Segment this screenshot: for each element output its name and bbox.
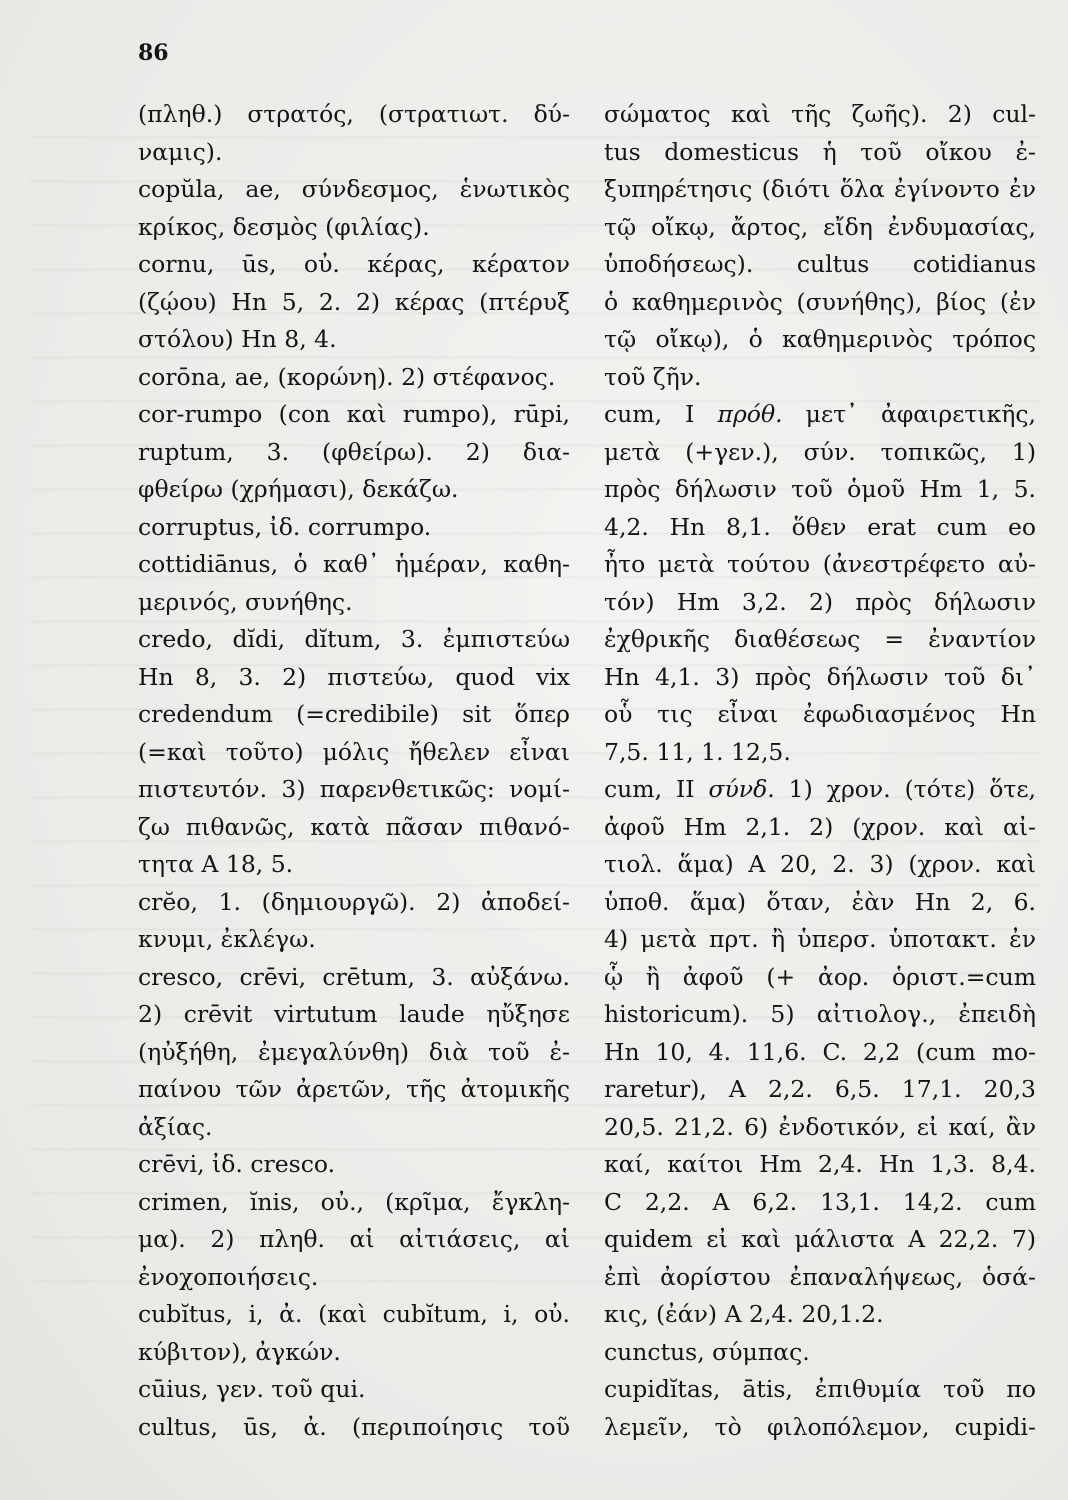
text-line: Hn 10, 4. 11,6. C. 2,2 (cum mo- (604, 1037, 1036, 1066)
text-line: ἀφοῦ Hm 2,1. 2) (χρον. καὶ αἰ- (604, 812, 1036, 841)
text-line: ναμις). (138, 137, 223, 166)
text-line: 4) μετὰ πρτ. ἢ ὑπερσ. ὑποτακτ. ἐν (604, 925, 1036, 953)
right-column (604, 96, 1036, 1446)
text-line: τῷ οἴκῳ), ὁ καθημερινὸς τρόπος (604, 325, 1036, 353)
text-line: ὁ καθημερινὸς (συνήθης), βίος (ἐν (604, 287, 1036, 316)
text-line: ἐπὶ ἀορίστου ἐπαναλήψεως, ὁσά- (604, 1262, 1036, 1291)
text-line: cubĭtus, i, ἀ. (καὶ cubĭtum, i, οὐ. (138, 1300, 570, 1328)
text-line: ζω πιθανῶς, κατὰ πᾶσαν πιθανό- (138, 812, 570, 841)
text-line: ξυπηρέτησις (διότι ὅλα ἐγίνοντο ἐν (604, 175, 1036, 203)
text-line: cum, II σύνδ. 1) χρον. (τότε) ὅτε, (604, 775, 1036, 803)
text-line: cūius, γεν. τοῦ qui. (138, 1375, 366, 1403)
text-line: οὗ τις εἶναι ἐφωδιασμένος Hn (604, 700, 1036, 728)
text-line: κύβιτον), ἀγκών. (138, 1337, 341, 1366)
text-line: ἦτο μετὰ τούτου (ἀνεστρέφετο αὐ- (604, 550, 1036, 578)
left-column (138, 96, 570, 1446)
text-line: ἀξίας. (138, 1112, 213, 1141)
text-line: cornu, ūs, οὐ. κέρας, κέρατον (138, 250, 570, 278)
text-line: raretur), A 2,2. 6,5. 17,1. 20,3 (604, 1075, 1036, 1103)
text-line: ὑποθ. ἅμα) ὅταν, ἐὰν Hn 2, 6. (604, 887, 1036, 916)
text-line: τοῦ ζῆν. (604, 362, 702, 391)
text-line: cottidiānus, ὁ καθ᾽ ἡμέραν, καθη- (138, 550, 570, 578)
text-line: quidem εἰ καὶ μάλιστα A 22,2. 7) (604, 1225, 1036, 1253)
text-line: φθείρω (χρήμασι), δεκάζω. (138, 475, 459, 503)
text-line: cresco, crēvi, crētum, 3. αὐξάνω. (138, 962, 570, 991)
text-line: 4,2. Hn 8,1. ὅθεν erat cum eo (604, 512, 1036, 541)
text-line: ἐνοχοποιήσεις. (138, 1262, 319, 1291)
text-line: corōna, ae, (κορώνη). 2) στέφανος. (138, 362, 556, 391)
text-line: copŭla, ae, σύνδεσμος, ἑνωτικὸς (138, 175, 570, 203)
text-line: λεμεῖν, τὸ φιλοπόλεμον, cupidi- (604, 1412, 1036, 1441)
text-line: ruptum, 3. (φθείρω). 2) δια- (138, 437, 570, 466)
text-line: Hn 4,1. 3) πρὸς δήλωσιν τοῦ δι᾽ (604, 662, 1036, 691)
text-line: (πληθ.) στρατός, (στρατιωτ. δύ- (138, 100, 570, 128)
text-line: C 2,2. A 6,2. 13,1. 14,2. cum (604, 1187, 1036, 1216)
text-line: τῷ οἴκῳ, ἄρτος, εἴδη ἐνδυμασίας, (604, 212, 1036, 241)
text-line: ᾧ ἢ ἀφοῦ (+ ἀορ. ὁριστ.=cum (604, 962, 1036, 991)
text-line: 2) crēvit virtutum laude ηὔξησε (138, 1000, 570, 1028)
text-line: κρίκος, δεσμὸς (φιλίας). (138, 212, 430, 241)
text-line: κνυμι, ἐκλέγω. (138, 925, 316, 953)
text-line: ἐχθρικῆς διαθέσεως = ἐναντίον (604, 625, 1036, 653)
text-line: τητα A 18, 5. (138, 850, 294, 878)
text-line: σώματος καὶ τῆς ζωῆς). 2) cul- (604, 100, 1036, 128)
text-line: crimen, ĭnis, οὐ., (κρῖμα, ἔγκλη- (138, 1187, 570, 1216)
text-line: πρὸς δήλωσιν τοῦ ὁμοῦ Hm 1, 5. (604, 475, 1036, 503)
text-line: cor-rumpo (con καὶ rumpo), rūpi, (138, 400, 570, 428)
text-line: καί, καίτοι Hm 2,4. Hn 1,3. 8,4. (604, 1150, 1036, 1178)
text-line: κις, (ἐάν) A 2,4. 20,1.2. (604, 1300, 884, 1328)
text-line: (=καὶ τοῦτο) μόλις ἤθελεν εἶναι (138, 737, 570, 766)
text-line: cunctus, σύμπας. (604, 1337, 810, 1366)
text-line: τόν) Hm 3,2. 2) πρὸς δήλωσιν (604, 587, 1036, 616)
text-line: crĕo, 1. (δημιουργῶ). 2) ἀποδεί- (138, 887, 570, 916)
text-line: crēvi, ἰδ. cresco. (138, 1150, 336, 1178)
text-line: μα). 2) πληθ. αἱ αἰτιάσεις, αἱ (138, 1225, 570, 1253)
text-line: πιστευτόν. 3) παρενθετικῶς: νομί- (138, 775, 570, 803)
text-line: credendum (=credibile) sit ὅπερ (138, 700, 570, 728)
text-line: ὑποδήσεως). cultus cotidianus (604, 250, 1036, 278)
text-line: cum, I πρόθ. μετ᾽ ἀφαιρετικῆς, (604, 400, 1036, 428)
text-line: tus domesticus ἡ τοῦ οἴκου ἐ- (604, 137, 1036, 166)
text-line: (ηὐξήθη, ἐμεγαλύνθη) διὰ τοῦ ἐ- (138, 1037, 570, 1066)
text-line: μετὰ (+γεν.), σύν. τοπικῶς, 1) (604, 437, 1036, 466)
italic-abbreviation: σύνδ. (708, 775, 775, 803)
text-line: 7,5. 11, 1. 12,5. (604, 737, 791, 766)
text-line: 20,5. 21,2. 6) ἐνδοτικόν, εἰ καί, ἂν (604, 1112, 1036, 1141)
text-line: μερινός, συνήθης. (138, 587, 353, 616)
text-line: τιολ. ἅμα) A 20, 2. 3) (χρον. καὶ (604, 850, 1036, 878)
text-line: corruptus, ἰδ. corrumpo. (138, 512, 432, 541)
text-line: παίνου τῶν ἀρετῶν, τῆς ἀτομικῆς (138, 1075, 570, 1103)
text-line: Hn 8, 3. 2) πιστεύω, quod vix (138, 662, 570, 691)
text-line: στόλου) Hn 8, 4. (138, 325, 337, 353)
text-line: credo, dĭdi, dĭtum, 3. ἐμπιστεύω (138, 625, 570, 653)
italic-abbreviation: πρόθ. (717, 400, 783, 428)
text-line: historicum). 5) αἰτιολογ., ἐπειδὴ (604, 1000, 1036, 1028)
text-line: (ζῴου) Hn 5, 2. 2) κέρας (πτέρυξ (138, 287, 570, 316)
page-number: 86 (138, 40, 169, 66)
text-line: cupidĭtas, ātis, ἐπιθυμία τοῦ πο (604, 1375, 1036, 1403)
text-line: cultus, ūs, ἀ. (περιποίησις τοῦ (138, 1412, 570, 1441)
